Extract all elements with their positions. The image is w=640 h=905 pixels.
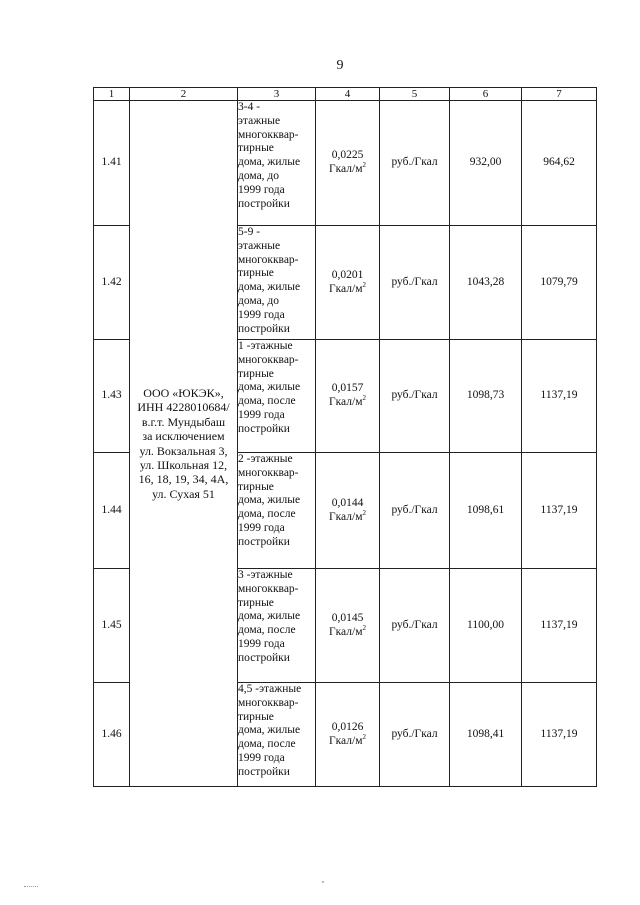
tariff-value-col6: 932,00 — [450, 101, 522, 226]
tariff-value-col6: 1098,41 — [450, 683, 522, 787]
table-row — [94, 101, 597, 226]
desc-line: постройки — [238, 197, 290, 210]
tariff-unit: руб./Гкал — [380, 101, 450, 226]
desc-line: многокквар- — [238, 582, 299, 595]
building-description — [238, 569, 316, 683]
tariff-value-col7: 1137,19 — [522, 453, 597, 569]
row-number: 1.42 — [94, 226, 130, 340]
tariff-unit: руб./Гкал — [380, 453, 450, 569]
building-description — [238, 226, 316, 340]
desc-line: 2 -этажные — [238, 453, 293, 465]
tariff-value-col7: 1137,19 — [522, 569, 597, 683]
desc-line: тирные — [238, 710, 274, 723]
norm-value: 0,0126 — [331, 720, 364, 733]
desc-line: 1999 года — [238, 408, 285, 421]
row-number: 1.44 — [94, 453, 130, 569]
norm-value: 0,0145 — [331, 611, 364, 624]
desc-line: дома, жилые — [238, 724, 301, 737]
norm-unit: Гкал/$м^2$ — [329, 394, 366, 408]
org-line: 16, 18, 19, 34, 4А, — [138, 472, 229, 487]
norm-unit-text: Гкал/м — [329, 396, 363, 408]
desc-line: дома, жилые — [238, 156, 301, 169]
header-cell: 1 — [94, 88, 130, 101]
desc-line: этажные — [238, 114, 281, 127]
tariff-unit: руб./Гкал — [380, 340, 450, 453]
norm-unit: Гкал/$м^2$ — [329, 623, 366, 638]
desc-line: дома, до — [238, 169, 280, 182]
tariff-table — [93, 87, 597, 787]
desc-line: 5-9 - — [238, 226, 261, 238]
norm-unit-text: Гкал/м — [329, 734, 363, 747]
desc-line: дома, жилые — [238, 494, 301, 507]
tariff-unit: руб./Гкал — [380, 683, 450, 787]
desc-line: 1999 года — [238, 751, 285, 764]
desc-line: этажные — [238, 239, 281, 252]
norm-value: 0,0201 — [331, 268, 364, 281]
norm-unit: Гкал/$м^2$ — [329, 508, 366, 523]
tariff-unit: руб./Гкал — [380, 226, 450, 340]
tariff-unit: руб./Гкал — [380, 569, 450, 683]
desc-line: постройки — [238, 765, 290, 778]
building-description — [238, 101, 316, 226]
norm-value: 0,0225 — [331, 149, 364, 162]
consumption-norm — [316, 453, 380, 569]
desc-line: постройки — [238, 322, 290, 335]
row-number: 1.46 — [94, 683, 130, 787]
row-number: 1.41 — [94, 101, 130, 226]
org-line: ООО «ЮКЭК», — [143, 385, 224, 400]
norm-value: 0,0144 — [331, 496, 364, 509]
desc-line: тирные — [238, 596, 274, 609]
tariff-value-col6: 1100,00 — [450, 569, 522, 683]
desc-line: тирные — [238, 267, 274, 280]
desc-line: 1999 года — [238, 521, 285, 534]
desc-line: тирные — [238, 367, 274, 380]
building-description — [238, 340, 316, 453]
tariff-value-col6: 1043,28 — [450, 226, 522, 340]
building-description — [238, 683, 316, 787]
org-line: за исключением — [142, 429, 225, 444]
header-row — [94, 88, 597, 101]
desc-line: 1999 года — [238, 183, 285, 196]
desc-line: дома, до — [238, 294, 280, 307]
desc-line: постройки — [238, 422, 290, 435]
consumption-norm — [316, 340, 380, 453]
desc-line: 1999 года — [238, 637, 285, 650]
norm-unit-text: Гкал/м — [329, 625, 363, 638]
org-line: в.г.т. Мундыбаш — [141, 414, 226, 429]
org-line: ул. Школьная 12, — [139, 457, 228, 472]
consumption-norm — [316, 569, 380, 683]
org-line: ИНН 4228010684/ — [137, 400, 230, 415]
org-line: ул. Вокзальная 3, — [139, 443, 228, 458]
desc-line: постройки — [238, 651, 290, 664]
header-cell: 7 — [522, 88, 597, 101]
tariff-value-col7: 964,62 — [522, 101, 597, 226]
desc-line: дома, после — [238, 508, 296, 521]
desc-line: многокквар- — [238, 466, 299, 479]
desc-line: постройки — [238, 535, 290, 548]
header-cell: 3 — [238, 88, 316, 101]
tariff-value-col6: 1098,73 — [450, 340, 522, 453]
organization-cell — [130, 101, 238, 787]
desc-line: тирные — [238, 142, 274, 155]
desc-line: дома, жилые — [238, 281, 301, 294]
desc-line: 4,5 -этажные — [238, 683, 302, 695]
norm-unit: Гкал/$м^2$ — [329, 732, 366, 747]
consumption-norm — [316, 683, 380, 787]
desc-line: дома, после — [238, 395, 296, 408]
desc-line: дома, жилые — [238, 610, 301, 623]
desc-line: многокквар- — [238, 128, 299, 141]
header-cell: 2 — [130, 88, 238, 101]
header-cell: 5 — [380, 88, 450, 101]
page-number: 9 — [336, 58, 344, 73]
scan-artifact-dot — [322, 881, 324, 883]
tariff-value-col6: 1098,61 — [450, 453, 522, 569]
desc-line: дома, жилые — [238, 381, 301, 394]
desc-line: 3-4 - — [238, 101, 261, 113]
tariff-value-col7: 1137,19 — [522, 683, 597, 787]
org-line: ул. Сухая 51 — [152, 486, 215, 501]
building-description — [238, 453, 316, 569]
norm-unit-text: Гкал/м — [329, 282, 363, 295]
consumption-norm — [316, 101, 380, 226]
tariff-value-col7: 1137,19 — [522, 340, 597, 453]
norm-unit: Гкал/$м^2$ — [329, 280, 366, 295]
tariff-value-col7: 1079,79 — [522, 226, 597, 340]
scan-artifact-mark — [24, 886, 38, 887]
header-cell: 4 — [316, 88, 380, 101]
desc-line: тирные — [238, 480, 274, 493]
desc-line: 1 -этажные — [238, 340, 293, 352]
desc-line: 3 -этажные — [238, 569, 293, 581]
desc-line: дома, после — [238, 738, 296, 751]
desc-line: многокквар- — [238, 696, 299, 709]
norm-unit-text: Гкал/м — [329, 510, 363, 523]
norm-unit: Гкал/$м^2$ — [329, 161, 366, 175]
norm-value: 0,0157 — [331, 382, 364, 395]
desc-line: многокквар- — [238, 253, 299, 266]
desc-line: многокквар- — [238, 353, 299, 366]
desc-line: дома, после — [238, 624, 296, 637]
row-number: 1.43 — [94, 340, 130, 453]
consumption-norm — [316, 226, 380, 340]
desc-line: 1999 года — [238, 308, 285, 321]
norm-unit-text: Гкал/м — [329, 163, 363, 175]
header-cell: 6 — [450, 88, 522, 101]
row-number: 1.45 — [94, 569, 130, 683]
